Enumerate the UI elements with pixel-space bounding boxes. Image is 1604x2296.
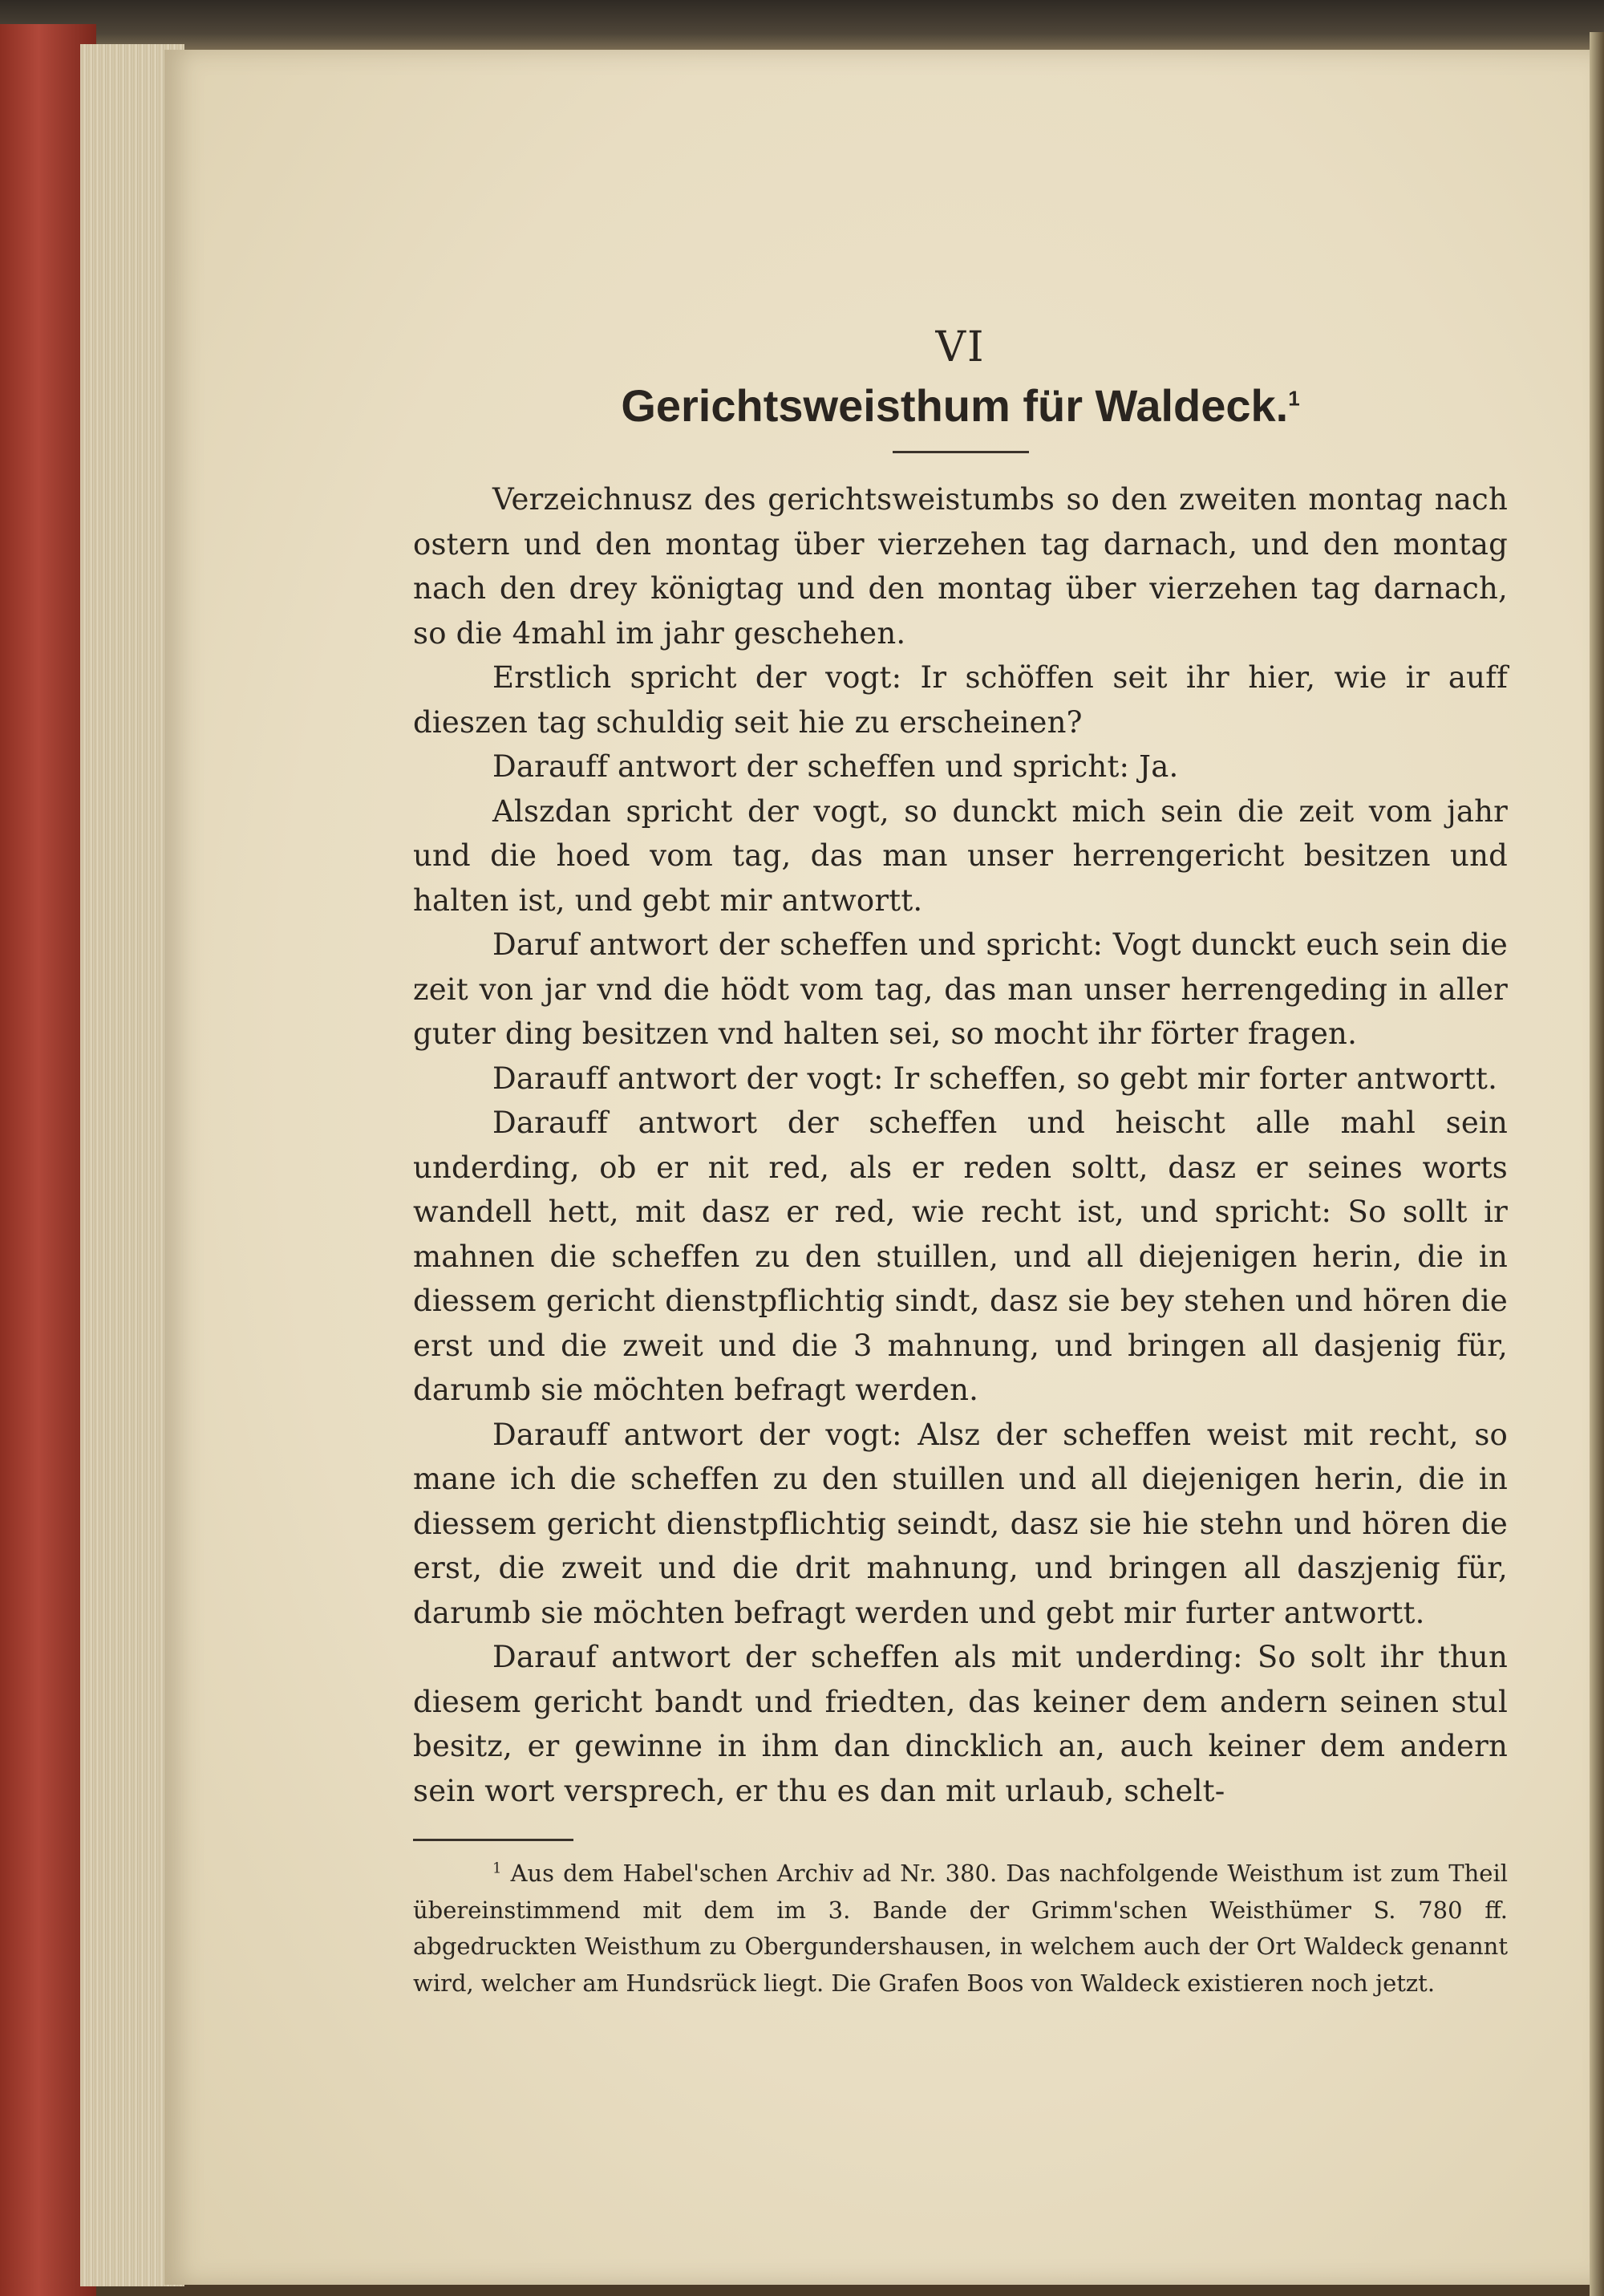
paragraph: Verzeichnusz des gerichtsweistumbs so den zweiten montag nach ostern und den montag über vierzehen tag darnach, und den montag nach den drey königtag und den montag über vierzehen tag darnach, so die 4mahl im jahr geschehen.	[413, 482, 1508, 651]
chapter-number: VI	[935, 323, 986, 371]
page-content	[413, 321, 1508, 2002]
footnote-reference: 1	[1288, 386, 1300, 411]
footnote-divider	[413, 1839, 573, 1841]
book-right-edge	[1590, 32, 1604, 2296]
paragraph: Darauff antwort der scheffen und spricht: Ja.	[492, 749, 1179, 784]
book-top-edge	[0, 0, 1604, 56]
title-divider	[893, 451, 1029, 453]
footnote	[413, 1856, 1508, 2002]
paragraph: Darauff antwort der scheffen und heischt alle mahl sein underding, ob er nit red, als er reden soltt, dasz er seines worts wandell hett, mit dasz er red, wie recht ist, und spricht: So sollt ir mahnen die scheffen zu den stuillen, und all diejenigen herin, die in diessem gericht dienstpflichtig sindt, dasz sie bey stehen und hören die erst und die zweit und die 3 mahnung, und bringen all dasjenig für, darumb sie möchten befragt werden.	[413, 1105, 1508, 1407]
body-text	[413, 477, 1508, 1813]
chapter-title	[413, 377, 1508, 435]
paragraph: Darauff antwort der vogt: Ir scheffen, so gebt mir forter antwortt.	[492, 1061, 1498, 1096]
chapter-title-text: Gerichtsweisthum für Waldeck.	[621, 380, 1289, 431]
paragraph: Alszdan spricht der vogt, so dunckt mich sein die zeit vom jahr und die hoed vom tag, das man unser herrengericht besitzen und halten ist, und gebt mir antwortt.	[413, 793, 1508, 918]
paragraph: Daruf antwort der scheffen und spricht: Vogt dunckt euch sein die zeit von jar vnd die hödt vom tag, das man unser herrengeding in aller guter ding besitzen vnd halten sei, so mocht ihr förter fragen.	[413, 927, 1508, 1051]
footnote-marker: 1	[492, 1860, 502, 1877]
paragraph: Darauf antwort der scheffen als mit underding: So solt ihr thun diesem gericht bandt und friedten, das keiner dem andern seinen stul besitz, er gewinne in ihm dan dincklich an, auch keiner dem andern sein wort versprech, er thu es dan mit urlaub, schelt-	[413, 1640, 1508, 1808]
footnote-text: Aus dem Habel'schen Archiv ad Nr. 380. Das nachfolgende Weisthum ist zum Theil übereinstimmend mit dem im 3. Bande der Grimm'schen Weisthümer S. 780 ff. abgedruckten Weisthum zu Obergundershausen, in welchem auch der Ort Waldeck genannt wird, welcher am Hundsrück liegt. Die Grafen Boos von Waldeck existieren noch jetzt.	[413, 1860, 1508, 1997]
paragraph: Erstlich spricht der vogt: Ir schöffen seit ihr hier, wie ir auff dieszen tag schuldig seit hie zu erscheinen?	[413, 660, 1508, 740]
paragraph: Darauff antwort der vogt: Alsz der scheffen weist mit recht, so mane ich die scheffen zu den stuillen und all diejenigen herin, die in diessem gericht dienstpflichtig seindt, dasz sie hie stehn und hören die erst, die zweit und die drit mahnung, und bringen all daszjenig für, darumb sie möchten befragt werden und gebt mir furter antwortt.	[413, 1417, 1508, 1630]
